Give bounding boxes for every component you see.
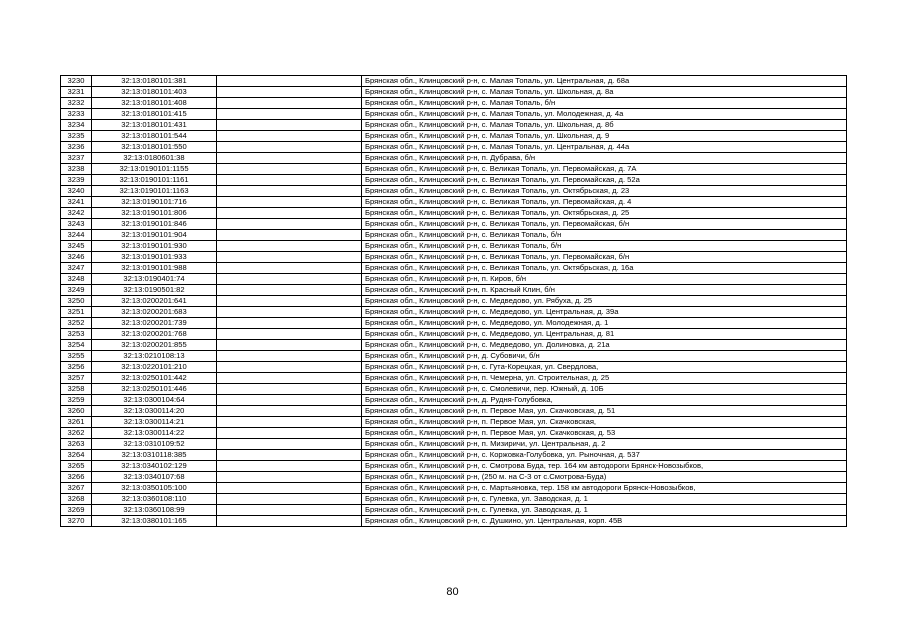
cadastral-number-cell: 32:13:0180101:403 <box>92 87 217 98</box>
row-number-cell: 3236 <box>61 142 92 153</box>
cadastral-number-cell: 32:13:0190401:74 <box>92 274 217 285</box>
table-row <box>61 516 847 527</box>
table-row <box>61 87 847 98</box>
address-cell: Брянская обл., Клинцовский р-н, п. Первое Мая, ул. Скачковская, д. 53 <box>362 428 847 439</box>
row-number-cell: 3267 <box>61 483 92 494</box>
row-number-cell: 3255 <box>61 351 92 362</box>
row-number-cell: 3239 <box>61 175 92 186</box>
empty-cell <box>217 318 362 329</box>
row-number-cell: 3265 <box>61 461 92 472</box>
row-number-cell: 3231 <box>61 87 92 98</box>
address-cell: Брянская обл., Клинцовский р-н, с. Великая Топаль, ул. Октябрьская, д. 23 <box>362 186 847 197</box>
address-cell: Брянская обл., Клинцовский р-н, с. Гута-Корецкая, ул. Свердлова, <box>362 362 847 373</box>
row-number-cell: 3256 <box>61 362 92 373</box>
table-row <box>61 450 847 461</box>
table-row <box>61 406 847 417</box>
cadastral-number-cell: 32:13:0380101:165 <box>92 516 217 527</box>
row-number-cell: 3259 <box>61 395 92 406</box>
empty-cell <box>217 252 362 263</box>
row-number-cell: 3264 <box>61 450 92 461</box>
address-cell: Брянская обл., Клинцовский р-н, с. Медведово, ул. Центральная, д. 39а <box>362 307 847 318</box>
address-cell: Брянская обл., Клинцовский р-н, с. Малая Топаль, ул. Школьная, д. 8б <box>362 120 847 131</box>
cadastral-number-cell: 32:13:0250101:442 <box>92 373 217 384</box>
empty-cell <box>217 516 362 527</box>
row-number-cell: 3266 <box>61 472 92 483</box>
row-number-cell: 3270 <box>61 516 92 527</box>
row-number-cell: 3269 <box>61 505 92 516</box>
table-row <box>61 241 847 252</box>
empty-cell <box>217 274 362 285</box>
cadastral-number-cell: 32:13:0190501:82 <box>92 285 217 296</box>
cadastral-number-cell: 32:13:0180601:38 <box>92 153 217 164</box>
table-row <box>61 472 847 483</box>
cadastral-number-cell: 32:13:0180101:415 <box>92 109 217 120</box>
table-row <box>61 76 847 87</box>
empty-cell <box>217 494 362 505</box>
address-cell: Брянская обл., Клинцовский р-н, с. Смотрова Буда, тер. 164 км автодороги Брянск-Новозыбков, <box>362 461 847 472</box>
row-number-cell: 3253 <box>61 329 92 340</box>
address-cell: Брянская обл., Клинцовский р-н, д. Рудня-Голубовка, <box>362 395 847 406</box>
cadastral-number-cell: 32:13:0200201:768 <box>92 329 217 340</box>
table-row <box>61 252 847 263</box>
table-row <box>61 153 847 164</box>
table-row <box>61 175 847 186</box>
row-number-cell: 3249 <box>61 285 92 296</box>
row-number-cell: 3243 <box>61 219 92 230</box>
address-cell: Брянская обл., Клинцовский р-н, с. Великая Топаль, ул. Октябрьская, д. 16а <box>362 263 847 274</box>
table-row <box>61 362 847 373</box>
row-number-cell: 3232 <box>61 98 92 109</box>
registry-table <box>60 75 847 527</box>
empty-cell <box>217 428 362 439</box>
empty-cell <box>217 186 362 197</box>
cadastral-number-cell: 32:13:0350105:100 <box>92 483 217 494</box>
empty-cell <box>217 483 362 494</box>
address-cell: Брянская обл., Клинцовский р-н, с. Великая Топаль, ул. Первомайская, д. 7А <box>362 164 847 175</box>
address-cell: Брянская обл., Клинцовский р-н, с. Мартьяновка, тер. 158 км автодороги Брянск-Новозыбков, <box>362 483 847 494</box>
empty-cell <box>217 450 362 461</box>
table-row <box>61 439 847 450</box>
table-row <box>61 329 847 340</box>
cadastral-number-cell: 32:13:0180101:408 <box>92 98 217 109</box>
cadastral-number-cell: 32:13:0250101:446 <box>92 384 217 395</box>
row-number-cell: 3246 <box>61 252 92 263</box>
address-cell: Брянская обл., Клинцовский р-н, п. Чемерна, ул. Строительная, д. 25 <box>362 373 847 384</box>
cadastral-number-cell: 32:13:0310109:52 <box>92 439 217 450</box>
table-row <box>61 373 847 384</box>
cadastral-number-cell: 32:13:0190101:806 <box>92 208 217 219</box>
empty-cell <box>217 230 362 241</box>
address-cell: Брянская обл., Клинцовский р-н, п. Первое Мая, ул. Скачковская, <box>362 417 847 428</box>
row-number-cell: 3263 <box>61 439 92 450</box>
address-cell: Брянская обл., Клинцовский р-н, д. Субовичи, б/н <box>362 351 847 362</box>
table-row <box>61 263 847 274</box>
empty-cell <box>217 109 362 120</box>
address-cell: Брянская обл., Клинцовский р-н, с. Малая Топаль, б/н <box>362 98 847 109</box>
empty-cell <box>217 208 362 219</box>
address-cell: Брянская обл., Клинцовский р-н, с. Душкино, ул. Центральная, корп. 45В <box>362 516 847 527</box>
cadastral-number-cell: 32:13:0190101:933 <box>92 252 217 263</box>
empty-cell <box>217 461 362 472</box>
address-cell: Брянская обл., Клинцовский р-н, с. Медведово, ул. Долиновка, д. 21а <box>362 340 847 351</box>
row-number-cell: 3238 <box>61 164 92 175</box>
empty-cell <box>217 131 362 142</box>
table-row <box>61 131 847 142</box>
address-cell: Брянская обл., Клинцовский р-н, с. Малая Топаль, ул. Молодежная, д. 4а <box>362 109 847 120</box>
cadastral-number-cell: 32:13:0300114:22 <box>92 428 217 439</box>
table-row <box>61 197 847 208</box>
table-row <box>61 274 847 285</box>
address-cell: Брянская обл., Клинцовский р-н, с. Малая Топаль, ул. Школьная, д. 8а <box>362 87 847 98</box>
cadastral-number-cell: 32:13:0190101:1161 <box>92 175 217 186</box>
empty-cell <box>217 142 362 153</box>
empty-cell <box>217 439 362 450</box>
empty-cell <box>217 505 362 516</box>
row-number-cell: 3254 <box>61 340 92 351</box>
empty-cell <box>217 285 362 296</box>
row-number-cell: 3244 <box>61 230 92 241</box>
address-cell: Брянская обл., Клинцовский р-н, п. Первое Мая, ул. Скачковская, д. 51 <box>362 406 847 417</box>
empty-cell <box>217 263 362 274</box>
address-cell: Брянская обл., Клинцовский р-н, с. Медведово, ул. Молодежная, д. 1 <box>362 318 847 329</box>
table-row <box>61 142 847 153</box>
table-row <box>61 395 847 406</box>
address-cell: Брянская обл., Клинцовский р-н, с. Медведово, ул. Рябуха, д. 25 <box>362 296 847 307</box>
address-cell: Брянская обл., Клинцовский р-н, с. Малая Топаль, ул. Центральная, д. 44а <box>362 142 847 153</box>
table-row <box>61 318 847 329</box>
row-number-cell: 3252 <box>61 318 92 329</box>
row-number-cell: 3248 <box>61 274 92 285</box>
cadastral-number-cell: 32:13:0300114:21 <box>92 417 217 428</box>
empty-cell <box>217 219 362 230</box>
empty-cell <box>217 120 362 131</box>
table-row <box>61 120 847 131</box>
cadastral-number-cell: 32:13:0190101:1155 <box>92 164 217 175</box>
table-row <box>61 505 847 516</box>
address-cell: Брянская обл., Клинцовский р-н, с. Великая Топаль, б/н <box>362 230 847 241</box>
empty-cell <box>217 362 362 373</box>
address-cell: Брянская обл., Клинцовский р-н, с. Гулевка, ул. Заводская, д. 1 <box>362 505 847 516</box>
row-number-cell: 3258 <box>61 384 92 395</box>
empty-cell <box>217 241 362 252</box>
cadastral-number-cell: 32:13:0190101:930 <box>92 241 217 252</box>
address-cell: Брянская обл., Клинцовский р-н, с. Великая Топаль, ул. Первомайская, б/н <box>362 252 847 263</box>
cadastral-number-cell: 32:13:0200201:739 <box>92 318 217 329</box>
empty-cell <box>217 384 362 395</box>
table-row <box>61 351 847 362</box>
empty-cell <box>217 76 362 87</box>
table-row <box>61 428 847 439</box>
address-cell: Брянская обл., Клинцовский р-н, п. Мизиричи, ул. Центральная, д. 2 <box>362 439 847 450</box>
empty-cell <box>217 87 362 98</box>
cadastral-number-cell: 32:13:0180101:550 <box>92 142 217 153</box>
table-row <box>61 483 847 494</box>
cadastral-number-cell: 32:13:0190101:846 <box>92 219 217 230</box>
empty-cell <box>217 406 362 417</box>
cadastral-number-cell: 32:13:0180101:431 <box>92 120 217 131</box>
address-cell: Брянская обл., Клинцовский р-н, п. Дубрава, б/н <box>362 153 847 164</box>
cadastral-number-cell: 32:13:0210108:13 <box>92 351 217 362</box>
address-cell: Брянская обл., Клинцовский р-н, с. Медведово, ул. Центральная, д. 81 <box>362 329 847 340</box>
table-row <box>61 186 847 197</box>
address-cell: Брянская обл., Клинцовский р-н, с. Великая Топаль, ул. Первомайская, д. 4 <box>362 197 847 208</box>
page-number: 80 <box>446 586 459 598</box>
row-number-cell: 3242 <box>61 208 92 219</box>
empty-cell <box>217 296 362 307</box>
cadastral-number-cell: 32:13:0190101:988 <box>92 263 217 274</box>
table-row <box>61 230 847 241</box>
table-row <box>61 164 847 175</box>
table-row <box>61 384 847 395</box>
address-cell: Брянская обл., Клинцовский р-н, п. Красный Клин, б/н <box>362 285 847 296</box>
empty-cell <box>217 197 362 208</box>
row-number-cell: 3268 <box>61 494 92 505</box>
cadastral-number-cell: 32:13:0200201:855 <box>92 340 217 351</box>
row-number-cell: 3235 <box>61 131 92 142</box>
row-number-cell: 3257 <box>61 373 92 384</box>
row-number-cell: 3233 <box>61 109 92 120</box>
row-number-cell: 3245 <box>61 241 92 252</box>
address-cell: Брянская обл., Клинцовский р-н, с. Малая Топаль, ул. Школьная, д. 9 <box>362 131 847 142</box>
empty-cell <box>217 329 362 340</box>
empty-cell <box>217 175 362 186</box>
row-number-cell: 3251 <box>61 307 92 318</box>
address-cell: Брянская обл., Клинцовский р-н, п. Киров, б/н <box>362 274 847 285</box>
cadastral-number-cell: 32:13:0310118:385 <box>92 450 217 461</box>
empty-cell <box>217 351 362 362</box>
empty-cell <box>217 153 362 164</box>
empty-cell <box>217 307 362 318</box>
row-number-cell: 3241 <box>61 197 92 208</box>
cadastral-number-cell: 32:13:0360108:99 <box>92 505 217 516</box>
empty-cell <box>217 373 362 384</box>
cadastral-number-cell: 32:13:0180101:381 <box>92 76 217 87</box>
empty-cell <box>217 164 362 175</box>
address-cell: Брянская обл., Клинцовский р-н, с. Великая Топаль, ул. Первомайская, д. 52а <box>362 175 847 186</box>
table-row <box>61 417 847 428</box>
address-cell: Брянская обл., Клинцовский р-н, с. Малая Топаль, ул. Центральная, д. 68а <box>362 76 847 87</box>
address-cell: Брянская обл., Клинцовский р-н, с. Великая Топаль, ул. Первомайская, б/н <box>362 219 847 230</box>
cadastral-number-cell: 32:13:0200201:683 <box>92 307 217 318</box>
row-number-cell: 3237 <box>61 153 92 164</box>
table-row <box>61 285 847 296</box>
row-number-cell: 3240 <box>61 186 92 197</box>
cadastral-number-cell: 32:13:0340102:129 <box>92 461 217 472</box>
cadastral-number-cell: 32:13:0300104:64 <box>92 395 217 406</box>
cadastral-number-cell: 32:13:0300114:20 <box>92 406 217 417</box>
table-row <box>61 494 847 505</box>
cadastral-number-cell: 32:13:0190101:1163 <box>92 186 217 197</box>
row-number-cell: 3250 <box>61 296 92 307</box>
address-cell: Брянская обл., Клинцовский р-н, с. Великая Топаль, б/н <box>362 241 847 252</box>
row-number-cell: 3261 <box>61 417 92 428</box>
address-cell: Брянская обл., Клинцовский р-н, с. Великая Топаль, ул. Октябрьская, д. 25 <box>362 208 847 219</box>
table-row <box>61 219 847 230</box>
row-number-cell: 3234 <box>61 120 92 131</box>
empty-cell <box>217 395 362 406</box>
cadastral-number-cell: 32:13:0190101:904 <box>92 230 217 241</box>
table-row <box>61 340 847 351</box>
table-row <box>61 109 847 120</box>
table-row <box>61 98 847 109</box>
row-number-cell: 3247 <box>61 263 92 274</box>
address-cell: Брянская обл., Клинцовский р-н, с. Гулевка, ул. Заводская, д. 1 <box>362 494 847 505</box>
address-cell: Брянская обл., Клинцовский р-н, (250 м. на С-З от с.Смотрова-Буда) <box>362 472 847 483</box>
table-row <box>61 461 847 472</box>
empty-cell <box>217 472 362 483</box>
empty-cell <box>217 98 362 109</box>
cadastral-number-cell: 32:13:0340107:68 <box>92 472 217 483</box>
row-number-cell: 3260 <box>61 406 92 417</box>
empty-cell <box>217 417 362 428</box>
cadastral-number-cell: 32:13:0180101:544 <box>92 131 217 142</box>
address-cell: Брянская обл., Клинцовский р-н, с. Смолевичи, пер. Южный, д. 10Б <box>362 384 847 395</box>
cadastral-number-cell: 32:13:0190101:716 <box>92 197 217 208</box>
cadastral-number-cell: 32:13:0360108:110 <box>92 494 217 505</box>
empty-cell <box>217 340 362 351</box>
table-row <box>61 296 847 307</box>
cadastral-number-cell: 32:13:0220101:210 <box>92 362 217 373</box>
table-row <box>61 307 847 318</box>
address-cell: Брянская обл., Клинцовский р-н, с. Коржовка-Голубовка, ул. Рыночная, д. 537 <box>362 450 847 461</box>
row-number-cell: 3230 <box>61 76 92 87</box>
table-row <box>61 208 847 219</box>
row-number-cell: 3262 <box>61 428 92 439</box>
registry-table-body <box>61 76 847 527</box>
cadastral-number-cell: 32:13:0200201:641 <box>92 296 217 307</box>
